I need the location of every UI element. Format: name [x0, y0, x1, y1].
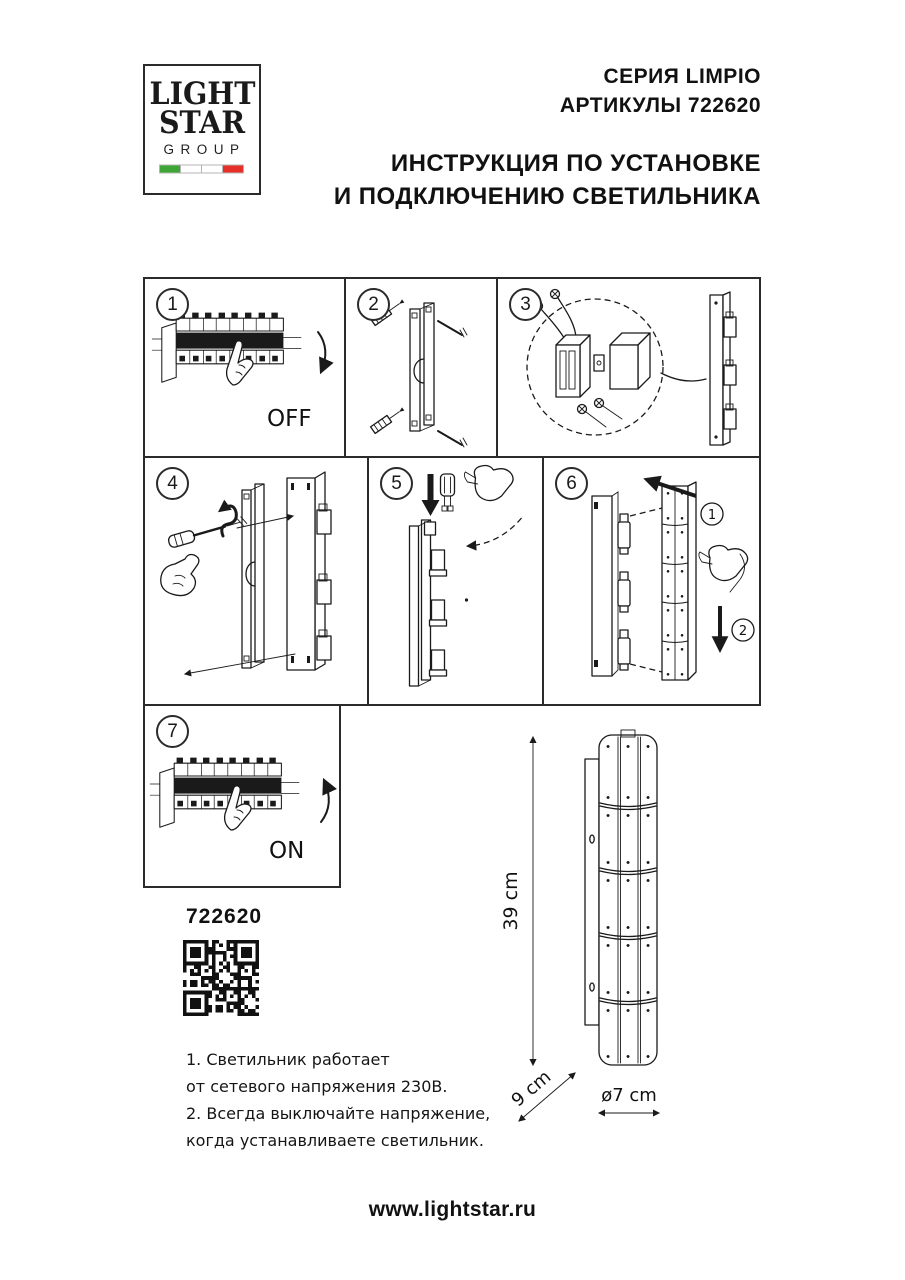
- logo-star-text: STAR: [158, 105, 246, 141]
- step-number-6: 6: [555, 467, 588, 500]
- mounting-bar: [710, 292, 736, 445]
- step-number-2: 2: [357, 288, 390, 321]
- dimension-figure: [497, 719, 682, 1134]
- step-cell-4: [143, 456, 369, 706]
- svg-text:2: 2: [738, 624, 748, 639]
- flag-green-segment: [160, 165, 181, 173]
- articles-title: АРТИКУЛЫ 722620: [559, 94, 761, 117]
- lamp-cover: [662, 482, 696, 680]
- italian-flag-stripe: [159, 164, 245, 174]
- substep-2-badge: [732, 619, 754, 641]
- step-number-5: 5: [380, 467, 413, 500]
- flag-red-segment: [223, 165, 244, 173]
- instruction-title-line2: И ПОДКЛЮЧЕНИЮ СВЕТИЛЬНИКА: [333, 183, 761, 210]
- svg-text:1: 1: [707, 508, 717, 523]
- pinch-hand-icon: [464, 466, 513, 501]
- step-cell-5: [367, 456, 544, 706]
- note-line: от сетевого напряжения 230В.: [186, 1077, 448, 1096]
- qr-code: [183, 940, 259, 1016]
- insert-down-arrow-icon: [422, 474, 440, 516]
- alignment-guides: [630, 508, 662, 672]
- step-number-4: 4: [156, 467, 189, 500]
- note-line: 2. Всегда выключайте напряжение,: [186, 1104, 491, 1123]
- series-title: СЕРИЯ LIMPIO: [603, 65, 761, 88]
- substep-1-badge: [701, 503, 723, 525]
- lamp-socket: [430, 550, 447, 676]
- fixture-back-panel: [287, 472, 331, 670]
- flag-white-segment: [202, 165, 223, 173]
- note-line: когда устанавливаете светильник.: [186, 1131, 484, 1150]
- step-cell-2: [344, 277, 498, 458]
- logo-group-text: GROUP: [163, 142, 246, 157]
- lamp-side-view: [585, 730, 657, 1065]
- step-number-3: 3: [509, 288, 542, 321]
- lamp-socket: [425, 522, 436, 535]
- g9-bulb-icon: [441, 474, 455, 511]
- installation-notes: [186, 1046, 490, 1154]
- lightstar-logo: [143, 64, 261, 195]
- back-panel-with-bulbs: [592, 492, 630, 676]
- height-dimension-label: 39 cm: [500, 871, 522, 931]
- step-cell-6: [542, 456, 761, 706]
- article-number: 722620: [186, 905, 263, 928]
- screw-icon: [438, 431, 467, 447]
- logo-light-text: LIGHT: [149, 76, 256, 112]
- instruction-title-line1: ИНСТРУКЦИЯ ПО УСТАНОВКЕ: [390, 150, 761, 177]
- step-number-7: 7: [156, 715, 189, 748]
- callout-line: [661, 373, 706, 381]
- screw-direction-line: [185, 654, 295, 674]
- rotate-down-arrow-icon: [318, 332, 325, 372]
- terminal-screw-icon: [578, 399, 623, 428]
- screw-icon: [438, 321, 467, 337]
- rotate-screw-arrow-icon: [221, 506, 236, 536]
- terminal-cover: [610, 333, 650, 389]
- pinch-hand-icon: [699, 546, 748, 581]
- flag-white-segment: [181, 165, 202, 173]
- website-url: www.lightstar.ru: [368, 1198, 537, 1221]
- off-label: OFF: [267, 406, 312, 432]
- diameter-dimension-label: ø7 cm: [601, 1085, 657, 1106]
- step-cell-3: [496, 277, 761, 458]
- step-cell-7: [143, 704, 341, 888]
- depth-dimension-label: 9 cm: [507, 1066, 556, 1112]
- wall-anchor-icon: [371, 406, 406, 434]
- rotate-up-arrow-icon: [321, 780, 329, 822]
- note-line: 1. Светильник работает: [186, 1050, 390, 1069]
- step-cell-1: [143, 277, 346, 458]
- terminal-block: [556, 335, 590, 397]
- rotate-in-arc-icon: [468, 518, 522, 546]
- step-number-1: 1: [156, 288, 189, 321]
- on-label: ON: [269, 838, 305, 864]
- bracket: [594, 355, 604, 371]
